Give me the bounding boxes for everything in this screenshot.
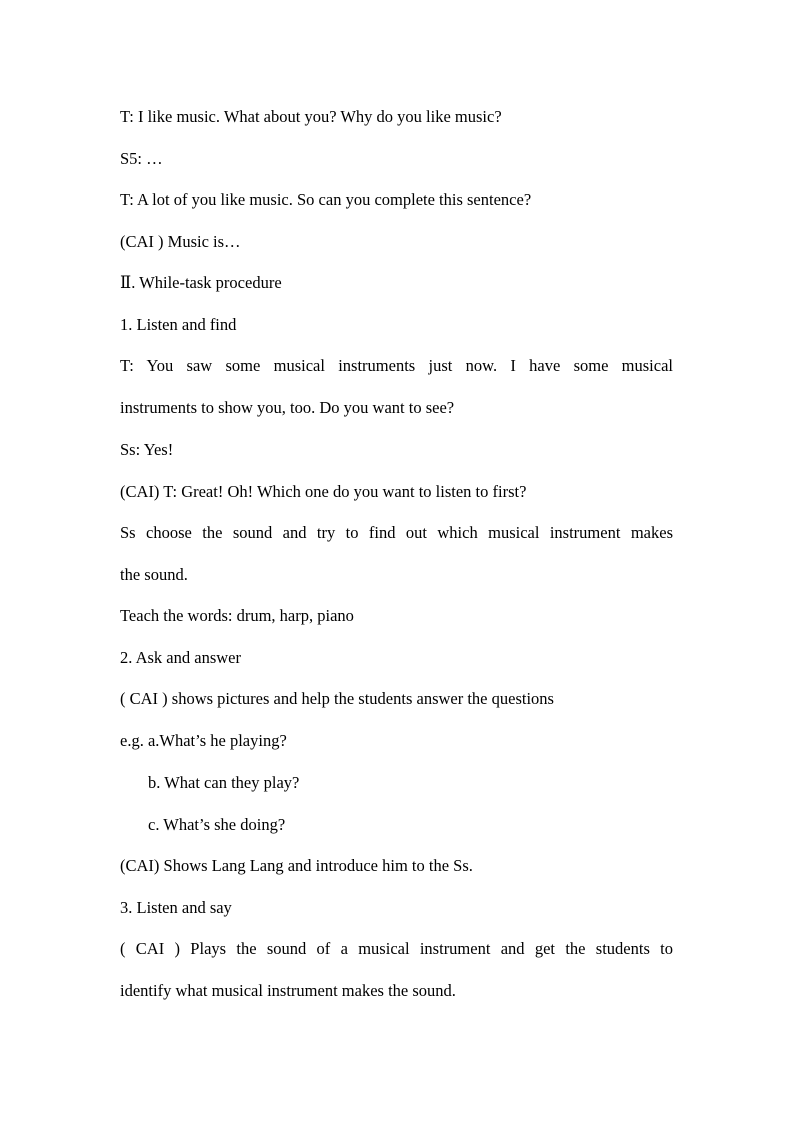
text-line: instruments to show you, too. Do you want to see? bbox=[120, 398, 455, 417]
text-line: c. What’s she doing? bbox=[148, 815, 286, 834]
text-line: (CAI) Shows Lang Lang and introduce him to the Ss. bbox=[120, 856, 473, 875]
text-line: Teach the words: drum, harp, piano bbox=[120, 606, 354, 625]
text-line: T: You saw some musical instruments just now. I have some musical bbox=[120, 356, 673, 375]
text-line: b. What can they play? bbox=[148, 773, 300, 792]
text-line: ( CAI ) Plays the sound of a musical instrument and get the students to bbox=[120, 939, 673, 958]
text-line: e.g. a.What’s he playing? bbox=[120, 731, 287, 750]
text-line: S5: … bbox=[120, 149, 163, 168]
step-heading: 1. Listen and find bbox=[120, 315, 237, 334]
step-heading: 2. Ask and answer bbox=[120, 648, 241, 667]
text-line: Ss choose the sound and try to find out which musical instrument makes bbox=[120, 523, 673, 542]
text-line: (CAI) T: Great! Oh! Which one do you want to listen to first? bbox=[120, 482, 527, 501]
text-line: Ss: Yes! bbox=[120, 440, 174, 459]
text-line: T: A lot of you like music. So can you complete this sentence? bbox=[120, 190, 532, 209]
section-heading: Ⅱ. While-task procedure bbox=[120, 273, 282, 292]
text-line: (CAI ) Music is… bbox=[120, 232, 241, 251]
text-line: T: I like music. What about you? Why do you like music? bbox=[120, 107, 502, 126]
text-line: ( CAI ) shows pictures and help the students answer the questions bbox=[120, 689, 554, 708]
text-line: the sound. bbox=[120, 565, 188, 584]
step-heading: 3. Listen and say bbox=[120, 898, 232, 917]
text-line: identify what musical instrument makes the sound. bbox=[120, 981, 456, 1000]
